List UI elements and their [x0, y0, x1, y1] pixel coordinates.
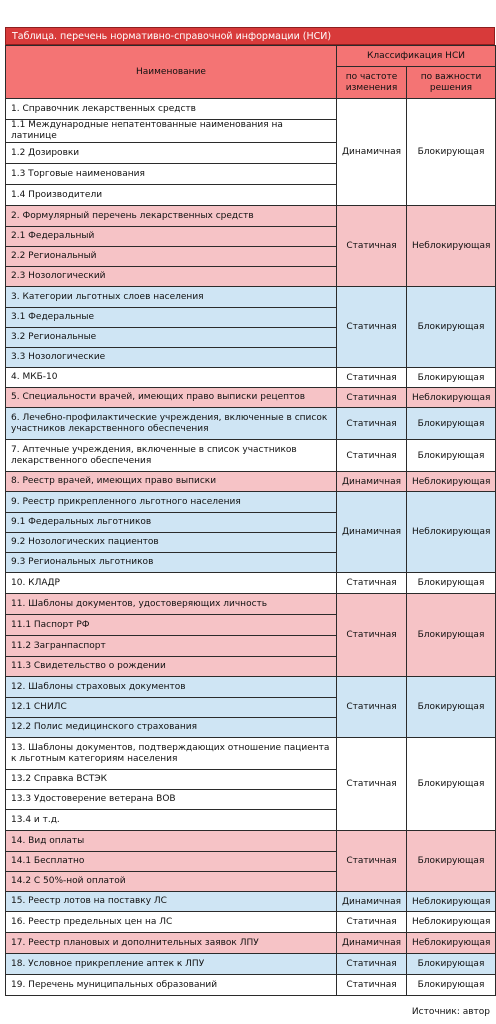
frequency-cell: Статичная [337, 573, 407, 594]
table-row-name: 13.3 Удостоверение ветерана ВОВ [6, 790, 337, 810]
table-row-name: 9.2 Нозологических пациентов [6, 533, 337, 553]
table-row-name: 11.2 Загранпаспорт [6, 636, 337, 657]
table-row-name: 1.3 Торговые наименования [6, 164, 337, 185]
frequency-cell: Динамичная [337, 892, 407, 912]
importance-cell: Блокирующая [407, 677, 496, 738]
frequency-cell: Статичная [337, 206, 407, 287]
table-row-name: 1.2 Дозировки [6, 143, 337, 164]
table-row-name: 14. Вид оплаты [6, 831, 337, 852]
table-row-name: 14.1 Бесплатно [6, 852, 337, 872]
importance-cell: Блокирующая [407, 440, 496, 472]
frequency-cell: Динамичная [337, 472, 407, 492]
frequency-cell: Статичная [337, 975, 407, 996]
table-row-name: 15. Реестр лотов на поставку ЛС [6, 892, 337, 912]
importance-cell: Блокирующая [407, 594, 496, 677]
importance-cell: Блокирующая [407, 738, 496, 831]
importance-cell: Блокирующая [407, 408, 496, 440]
importance-cell: Неблокирующая [407, 206, 496, 287]
table-row-name: 17. Реестр плановых и дополнительных заявок ЛПУ [6, 933, 337, 954]
table-row-name: 6. Лечебно-профилактические учреждения, включенные в список участников лекарственного обеспечения [6, 408, 337, 440]
frequency-cell: Статичная [337, 594, 407, 677]
importance-cell: Неблокирующая [407, 933, 496, 954]
frequency-cell: Статичная [337, 677, 407, 738]
table-row-name: 12. Шаблоны страховых документов [6, 677, 337, 698]
table-row-name: 18. Условное прикрепление аптек к ЛПУ [6, 954, 337, 975]
frequency-cell: Статичная [337, 831, 407, 892]
table-row-name: 9. Реестр прикрепленного льготного населения [6, 492, 337, 513]
table-row-name: 11. Шаблоны документов, удостоверяющих личность [6, 594, 337, 615]
table-row-name: 19. Перечень муниципальных образований [6, 975, 337, 996]
frequency-cell: Динамичная [337, 99, 407, 206]
table-caption: Таблица. перечень нормативно-справочной информации (НСИ) [5, 27, 495, 45]
frequency-cell: Статичная [337, 368, 407, 388]
frequency-cell: Статичная [337, 287, 407, 368]
frequency-cell: Динамичная [337, 492, 407, 573]
table-row-name: 9.1 Федеральных льготников [6, 513, 337, 533]
table-row-name: 7. Аптечные учреждения, включенные в список участников лекарственного обеспечения [6, 440, 337, 472]
table-row-name: 3.3 Нозологические [6, 348, 337, 368]
frequency-cell: Статичная [337, 440, 407, 472]
table-row-name: 8. Реестр врачей, имеющих право выписки [6, 472, 337, 492]
frequency-cell: Статичная [337, 408, 407, 440]
importance-cell: Неблокирующая [407, 388, 496, 408]
table-row-name: 13. Шаблоны документов, подтверждающих отношение пациента к льготным категориям населения [6, 738, 337, 770]
importance-cell: Неблокирующая [407, 472, 496, 492]
importance-cell: Неблокирующая [407, 892, 496, 912]
table-row-name: 3.1 Федеральные [6, 308, 337, 328]
importance-cell: Блокирующая [407, 831, 496, 892]
source-note: Источник: автор [411, 1007, 490, 1017]
header-by-importance: по важности решения [407, 67, 496, 99]
table-row-name: 12.1 СНИЛС [6, 698, 337, 718]
importance-cell: Блокирующая [407, 287, 496, 368]
frequency-cell: Статичная [337, 388, 407, 408]
table-row-name: 13.4 и т.д. [6, 810, 337, 831]
table-row-name: 16. Реестр предельных цен на ЛС [6, 912, 337, 933]
table-row-name: 1.4 Производители [6, 185, 337, 206]
importance-cell: Неблокирующая [407, 492, 496, 573]
importance-cell: Блокирующая [407, 954, 496, 975]
nsi-table-container [5, 27, 495, 996]
table-row-name: 5. Специальности врачей, имеющих право выписки рецептов [6, 388, 337, 408]
table-row-name: 2.2 Региональный [6, 247, 337, 267]
table-row-name: 2.3 Нозологический [6, 267, 337, 287]
header-by-frequency: по частоте изменения [337, 67, 407, 99]
frequency-cell: Статичная [337, 954, 407, 975]
table-row-name: 4. МКБ-10 [6, 368, 337, 388]
header-name: Наименование [6, 46, 337, 99]
table-row-name: 3. Категории льготных слоев населения [6, 287, 337, 308]
table-row-name: 12.2 Полис медицинского страхования [6, 718, 337, 738]
table-row-name: 13.2 Справка ВСТЭК [6, 770, 337, 790]
table-row-name: 2.1 Федеральный [6, 227, 337, 247]
frequency-cell: Статичная [337, 738, 407, 831]
importance-cell: Неблокирующая [407, 912, 496, 933]
importance-cell: Блокирующая [407, 573, 496, 594]
importance-cell: Блокирующая [407, 99, 496, 206]
table-row-name: 3.2 Региональные [6, 328, 337, 348]
frequency-cell: Динамичная [337, 933, 407, 954]
table-row-name: 2. Формулярный перечень лекарственных средств [6, 206, 337, 227]
table-row-name: 9.3 Региональных льготников [6, 553, 337, 573]
table-row-name: 14.2 С 50%-ной оплатой [6, 872, 337, 892]
importance-cell: Блокирующая [407, 368, 496, 388]
header-classification: Классификация НСИ [337, 46, 496, 67]
importance-cell: Блокирующая [407, 975, 496, 996]
table-row-name: 11.1 Паспорт РФ [6, 615, 337, 636]
nsi-table [5, 45, 496, 996]
table-row-name: 11.3 Свидетельство о рождении [6, 657, 337, 677]
frequency-cell: Статичная [337, 912, 407, 933]
table-row-name: 1. Справочник лекарственных средств [6, 99, 337, 120]
table-row-name: 1.1 Международные непатентованные наименования на латинице [6, 120, 337, 143]
table-row-name: 10. КЛАДР [6, 573, 337, 594]
